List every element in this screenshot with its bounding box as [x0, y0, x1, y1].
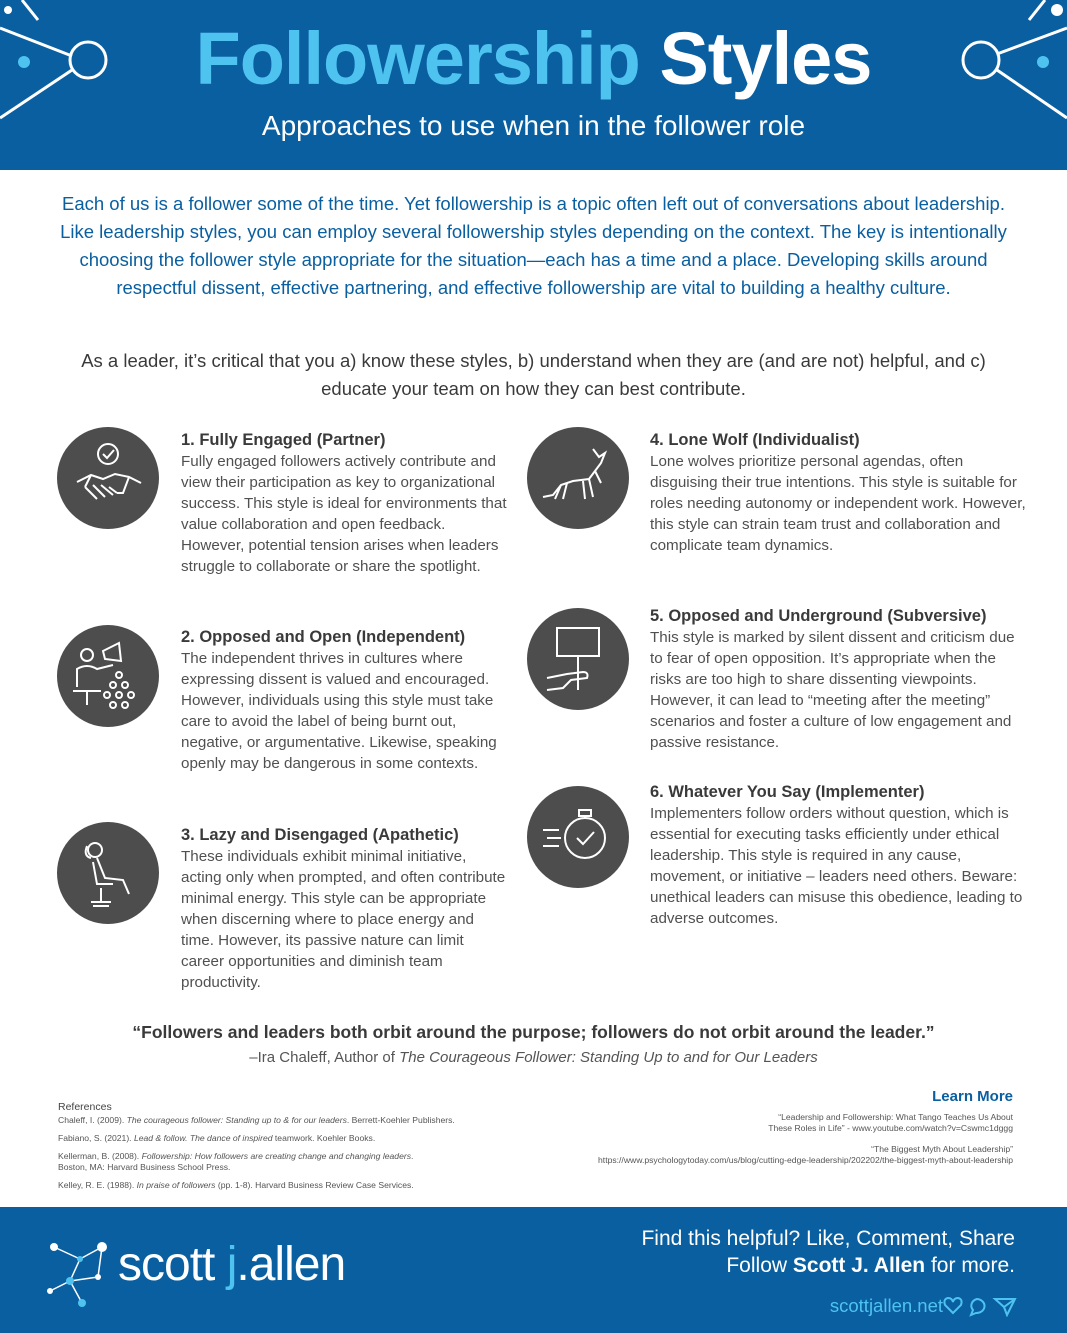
reference-item: Kelley, R. E. (1988). In praise of followers (pp. 1-8). Harvard Business Review Case Services. — [58, 1180, 414, 1190]
style-description: The independent thrives in cultures where expressing dissent is valued and encouraged. However, individuals using this style must take care to avoid the label of being burnt out, negative, or argumentative. Likewise, speaking openly may be dangerous in some contexts. — [181, 650, 497, 772]
learn-more-link-tango[interactable]: “Leadership and Followership: What Tango Teaches Us About These Roles in Life” - www.youtube.com/watch?v=Cswmc1dggg — [768, 1112, 1013, 1133]
page-title — [0, 17, 1067, 100]
footer-banner — [0, 1207, 1067, 1333]
style-description: These individuals exhibit minimal initiative, acting only when prompted, and often contribute minimal energy. This style can be appropriate when discerning where to place energy and time. However, its passive nature can limit career opportunities and diminish team productivity. — [181, 848, 506, 991]
reference-item: Kellerman, B. (2008). Followership: How followers are creating change and changing leaders. Boston, MA: Harvard Business School Press. — [58, 1151, 414, 1172]
style-description: Fully engaged followers actively contribute and view their participation as key to organizational success. This style is ideal for environments that value collaboration and open feedback. However, potential tension arises when leaders struggle to collaborate or share the spotlight. — [181, 453, 507, 575]
style-title: 2. Opposed and Open (Independent) — [181, 628, 466, 646]
social-icons — [943, 1295, 1017, 1317]
style-title: 1. Fully Engaged (Partner) — [181, 431, 386, 449]
reference-item: Chaleff, I. (2009). The courageous follower: Standing up to & for our leaders. Berrett-Koehler Publishers. — [58, 1115, 455, 1125]
brand-logo[interactable]: scott j.allen — [118, 1238, 346, 1291]
learn-more-section — [453, 1088, 1013, 1176]
intro-paragraph: Each of us is a follower some of the time. Yet followership is a topic often left out of conversations about leadership. Like leadership styles, you can employ several followership styles depending on the context. The key is intentionally choosing the follower style appropriate for the situation—each has a time and a place. Developing skills around respectful dissent, effective partnering, and effective followership are vital to building a healthy culture. — [60, 193, 1007, 298]
wolf-icon — [527, 427, 629, 529]
reclining-person-icon — [57, 822, 159, 924]
references-title: References — [58, 1101, 112, 1113]
cta-line-1: Find this helpful? Like, Comment, Share — [641, 1227, 1015, 1250]
heart-icon — [944, 1298, 961, 1313]
quote-attribution — [0, 1049, 1067, 1066]
comment-icon — [971, 1299, 985, 1315]
network-logo-icon — [40, 1233, 120, 1313]
share-icon — [995, 1299, 1015, 1315]
header-banner — [0, 0, 1067, 170]
learn-more-link-myth[interactable]: “The Biggest Myth About Leadership” https://www.psychologytoday.com/us/blog/cutting-edge-leadership/202202/the-biggest-myth-about-leadership — [598, 1144, 1013, 1165]
stopwatch-icon — [527, 786, 629, 888]
title-part-styles: Styles — [659, 17, 872, 100]
website-link[interactable]: scottjallen.net — [829, 1295, 943, 1316]
quote-book-title: The Courageous Follower: Standing Up to and for Our Leaders — [399, 1049, 818, 1066]
reference-item: Fabiano, S. (2021). Lead & follow. The dance of inspired teamwork. Koehler Books. — [58, 1133, 376, 1143]
style-title: 3. Lazy and Disengaged (Apathetic) — [181, 826, 459, 844]
style-description: Implementers follow orders without question, which is essential for executing tasks efficiently under ethical leadership. This style is required in any cause, movement, or initiative – leaders need others. Beware: unethical leaders can misuse this obedience, leading to adverse outcomes. — [650, 805, 1023, 927]
style-title: 6. Whatever You Say (Implementer) — [650, 783, 925, 801]
style-title: 5. Opposed and Underground (Subversive) — [650, 607, 987, 625]
references-section — [58, 1102, 478, 1198]
cta-line-2: Follow Scott J. Allen for more. — [726, 1254, 1015, 1277]
title-part-followership: Followership — [195, 17, 640, 100]
page-subtitle: Approaches to use when in the follower role — [261, 110, 806, 141]
style-title: 4. Lone Wolf (Individualist) — [650, 431, 860, 449]
megaphone-icon — [57, 625, 159, 727]
handshake-icon — [57, 427, 159, 529]
protest-sign-icon — [527, 608, 629, 710]
leader-paragraph: As a leader, it’s critical that you a) know these styles, b) understand when they are (and are not) helpful, and c) educate your team on how they can best contribute. — [81, 350, 986, 399]
quote-attribution-prefix: –Ira Chaleff, Author of — [249, 1049, 400, 1066]
style-description: Lone wolves prioritize personal agendas, often disguising their true intentions. This style is suitable for roles needing autonomy or independent work. However, this style can strain team trust and collaboration and complicate team dynamics. — [650, 453, 1026, 554]
style-description: This style is marked by silent dissent and criticism due to fear of open opposition. It’s appropriate when the risks are too high to share dissenting viewpoints. However, it can lead to “meeting after the meeting” scenarios and foster a culture of low engagement and passive resistance. — [650, 629, 1015, 751]
learn-more-title: Learn More — [932, 1088, 1013, 1105]
quote-text: “Followers and leaders both orbit around the purpose; followers do not orbit around the leader.” — [132, 1022, 935, 1042]
